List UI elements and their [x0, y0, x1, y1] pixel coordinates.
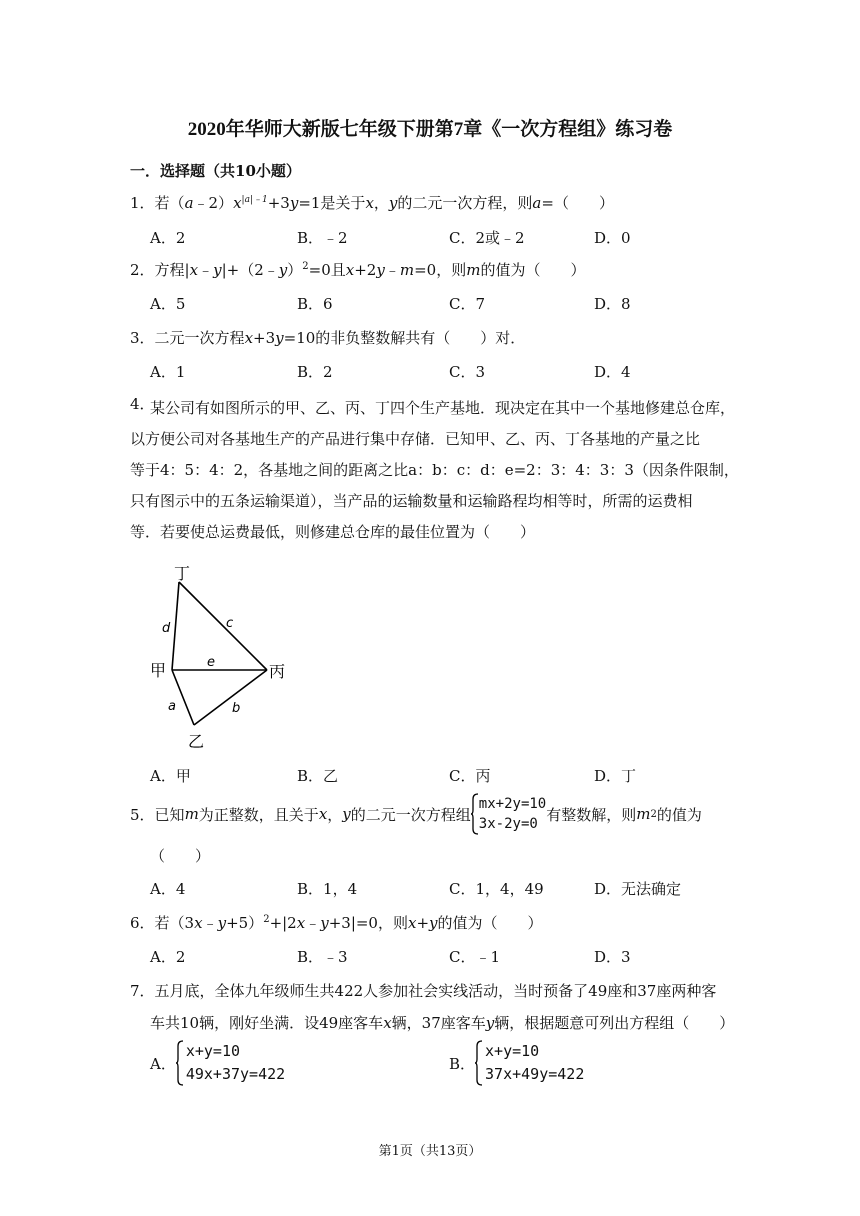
q7-option-a[interactable] [150, 1038, 285, 1088]
question-5 [130, 792, 702, 836]
q7-text: 五月底，全体九年级师生共422人参加社会实线活动，当时预备了49座和37座两种客 [154, 982, 717, 1000]
q1-var: y [289, 194, 299, 212]
q7-var: x [383, 1014, 392, 1032]
q6-text: +3|=0，则 [328, 914, 408, 932]
q1-number: 1． [130, 194, 155, 212]
q2-text: +2 [354, 261, 377, 279]
q2-option-a[interactable]: A．5 [150, 295, 186, 313]
q2-text: ） [287, 261, 303, 279]
q7-a-eq2: 49x+37y=422 [185, 1065, 286, 1083]
q7-text: 车共10辆，刚好坐满．设49座客车 [150, 1014, 384, 1032]
q2-var: x [345, 261, 355, 279]
q2-var: m [399, 261, 415, 279]
q6-text: + [416, 914, 430, 932]
left-brace-icon [176, 1040, 184, 1086]
q1-var: a [184, 194, 194, 212]
q2-exponent: 2 [302, 261, 309, 272]
q4-number: 4． [130, 395, 155, 413]
q3-option-a[interactable]: A．1 [150, 363, 186, 381]
label-jia: 甲 [150, 661, 167, 680]
q2-text: 的值为（ ） [480, 261, 586, 279]
q5-text: 的值为 [656, 805, 702, 824]
q1-var: x [365, 194, 374, 212]
q7-option-b[interactable] [449, 1038, 584, 1088]
q6-text: 若（3 [154, 914, 195, 932]
q6-text: ﹣ [202, 914, 218, 932]
q5-exponent: 2 [650, 808, 657, 820]
q1-option-b[interactable]: B．﹣2 [297, 229, 348, 247]
edge-d [172, 582, 179, 670]
question-6 [130, 912, 543, 933]
q4-line: 等于4：5：4：2，各基地之间的距离之比a：b：c：d：e=2：3：4：3：3（因条件限制， [130, 461, 739, 479]
q6-number: 6． [130, 914, 155, 932]
q6-var: x [407, 914, 417, 932]
q4-option-d[interactable]: D．丁 [594, 767, 637, 785]
q6-text: +|2 [269, 914, 297, 932]
question-1 [130, 192, 614, 213]
q6-var: x [296, 914, 306, 932]
q5-answer-paren: （ ） [150, 847, 211, 865]
q3-var: y [275, 329, 284, 347]
q5-equation-1: mx+2y=10 [478, 796, 547, 812]
q2-var: y [213, 261, 222, 279]
q5-number: 5． [130, 805, 155, 824]
q2-text: ﹣ [384, 261, 400, 279]
q2-var: m [466, 261, 481, 279]
q4-line: 只有图示中的五条运输渠道），当产品的运输数量和运输路程均相等时，所需的运费相 [130, 492, 693, 510]
q6-option-b[interactable]: B．﹣3 [297, 948, 348, 966]
question-2 [130, 259, 585, 280]
q3-number: 3． [130, 329, 155, 347]
q2-text: ﹣ [198, 261, 214, 279]
q3-option-c[interactable]: C．3 [449, 363, 486, 381]
q2-text: 方程| [154, 261, 190, 279]
q5-text: ， [327, 805, 343, 824]
q4-option-b[interactable]: B．乙 [297, 767, 339, 785]
q7-option-b-label: B． [449, 1054, 476, 1073]
q4-line: 等．若要使总运费最低，则修建总仓库的最佳位置为（ ） [130, 523, 536, 541]
label-yi: 乙 [188, 732, 205, 751]
q3-text: +3 [253, 329, 276, 347]
label-e: e [207, 655, 215, 670]
q1-exponent: |a|﹣1 [241, 195, 268, 205]
label-d: d [162, 621, 171, 636]
q4-option-c[interactable]: C．丙 [449, 767, 491, 785]
q5-option-d[interactable]: D．无法确定 [594, 880, 682, 898]
q7-option-b-system [485, 1040, 584, 1086]
question-3 [130, 327, 525, 348]
q1-var: x [233, 194, 242, 212]
q6-var: y [429, 914, 438, 932]
left-brace-icon [471, 793, 479, 835]
q6-var: x [194, 914, 203, 932]
label-ding: 丁 [174, 564, 191, 583]
q5-text: 已知 [154, 805, 185, 824]
edge-a [172, 670, 194, 725]
q5-var: m [636, 805, 651, 823]
q3-var: x [244, 329, 254, 347]
q5-text: 为正整数，且关于 [198, 805, 319, 824]
q2-var: x [189, 261, 199, 279]
q6-text: 的值为（ ） [437, 914, 543, 932]
q1-text: ， [373, 194, 389, 212]
q6-exponent: 2 [263, 914, 270, 925]
q1-option-d[interactable]: D．0 [594, 229, 631, 247]
q2-option-d[interactable]: D．8 [594, 295, 631, 313]
q1-text: 若（ [154, 194, 185, 212]
question-7-line-2 [150, 1012, 734, 1033]
question-7-line-1 [130, 980, 716, 1001]
q5-option-c[interactable]: C．1，4，49 [449, 880, 544, 898]
q1-text: 的二元一次方程，则 [397, 194, 533, 212]
q7-a-eq1: x+y=10 [185, 1042, 241, 1060]
q7-option-a-label: A． [150, 1054, 176, 1073]
q5-var: y [342, 805, 351, 823]
q1-option-a[interactable]: A．2 [150, 229, 186, 247]
q3-text: 二元一次方程 [154, 329, 245, 347]
q7-b-eq1: x+y=10 [485, 1042, 540, 1060]
left-brace-icon [475, 1040, 483, 1086]
q2-var: y [376, 261, 385, 279]
label-c: c [226, 616, 234, 631]
edge-b [194, 670, 267, 725]
q7-text: 辆，根据题意可列出方程组（ ） [494, 1014, 735, 1032]
q3-option-d[interactable]: D．4 [594, 363, 631, 381]
q2-text: =0，则 [414, 261, 467, 279]
q7-var: y [485, 1014, 495, 1032]
q5-var: x [318, 805, 328, 823]
q5-var: m [184, 805, 199, 823]
q6-option-a[interactable]: A．2 [150, 948, 186, 966]
quadrilateral-figure [140, 560, 300, 760]
q6-var: y [320, 914, 329, 932]
page-title: 2020年华师大新版七年级下册第7章《一次方程组》练习卷 [187, 119, 673, 140]
q1-text: ﹣2） [193, 194, 234, 212]
section-heading: 一．选择题（共10小题） [130, 162, 301, 180]
q1-option-c[interactable]: C．2或﹣2 [449, 229, 525, 247]
q1-text: =1是关于 [298, 194, 366, 212]
q7-number: 7． [130, 982, 155, 1000]
page-footer: 第1页（共13页） [378, 1144, 482, 1159]
q5-text: 有整数解，则 [546, 805, 637, 824]
question-4-text [130, 393, 740, 548]
q5-option-a[interactable]: A．4 [150, 880, 186, 898]
q6-text: +5） [226, 914, 264, 932]
q5-equation-2: 3x-2y=0 [478, 816, 538, 832]
q3-option-b[interactable]: B．2 [297, 363, 333, 381]
label-a: a [168, 699, 176, 714]
q5-equation-system [479, 794, 546, 834]
q5-option-b[interactable]: B．1，4 [297, 880, 358, 898]
q6-option-d[interactable]: D．3 [594, 948, 631, 966]
q4-line: 某公司有如图所示的甲、乙、丙、丁四个生产基地．现决定在其中一个基地修建总仓库， [150, 399, 736, 417]
q5-text: 的二元一次方程组 [350, 805, 471, 824]
q7-b-eq2: 37x+49y=422 [485, 1065, 585, 1083]
label-b: b [232, 701, 241, 716]
q6-option-c[interactable]: C．﹣1 [449, 948, 501, 966]
q7-option-a-system [186, 1040, 285, 1086]
q2-var: y [278, 261, 288, 279]
q2-text: |+（2﹣ [221, 261, 279, 279]
q1-text: +3 [267, 194, 290, 212]
q2-option-c[interactable]: C．7 [449, 295, 486, 313]
q2-option-b[interactable]: B．6 [297, 295, 333, 313]
q1-text: =（ ） [541, 194, 614, 212]
q7-text: 辆，37座客车 [391, 1014, 486, 1032]
q2-text: =0且 [308, 261, 346, 279]
label-bing: 丙 [269, 662, 286, 681]
q3-text: =10的非负整数解共有（ ）对． [283, 329, 526, 347]
q6-text: ﹣ [305, 914, 321, 932]
q4-option-a[interactable]: A．甲 [150, 767, 191, 785]
edge-c [179, 582, 267, 670]
q1-var: y [388, 194, 398, 212]
q6-var: y [217, 914, 227, 932]
q2-number: 2． [130, 261, 155, 279]
q1-var: a [532, 194, 542, 212]
q4-line: 以方便公司对各基地生产的产品进行集中存储．已知甲、乙、丙、丁各基地的产量之比 [130, 430, 701, 448]
